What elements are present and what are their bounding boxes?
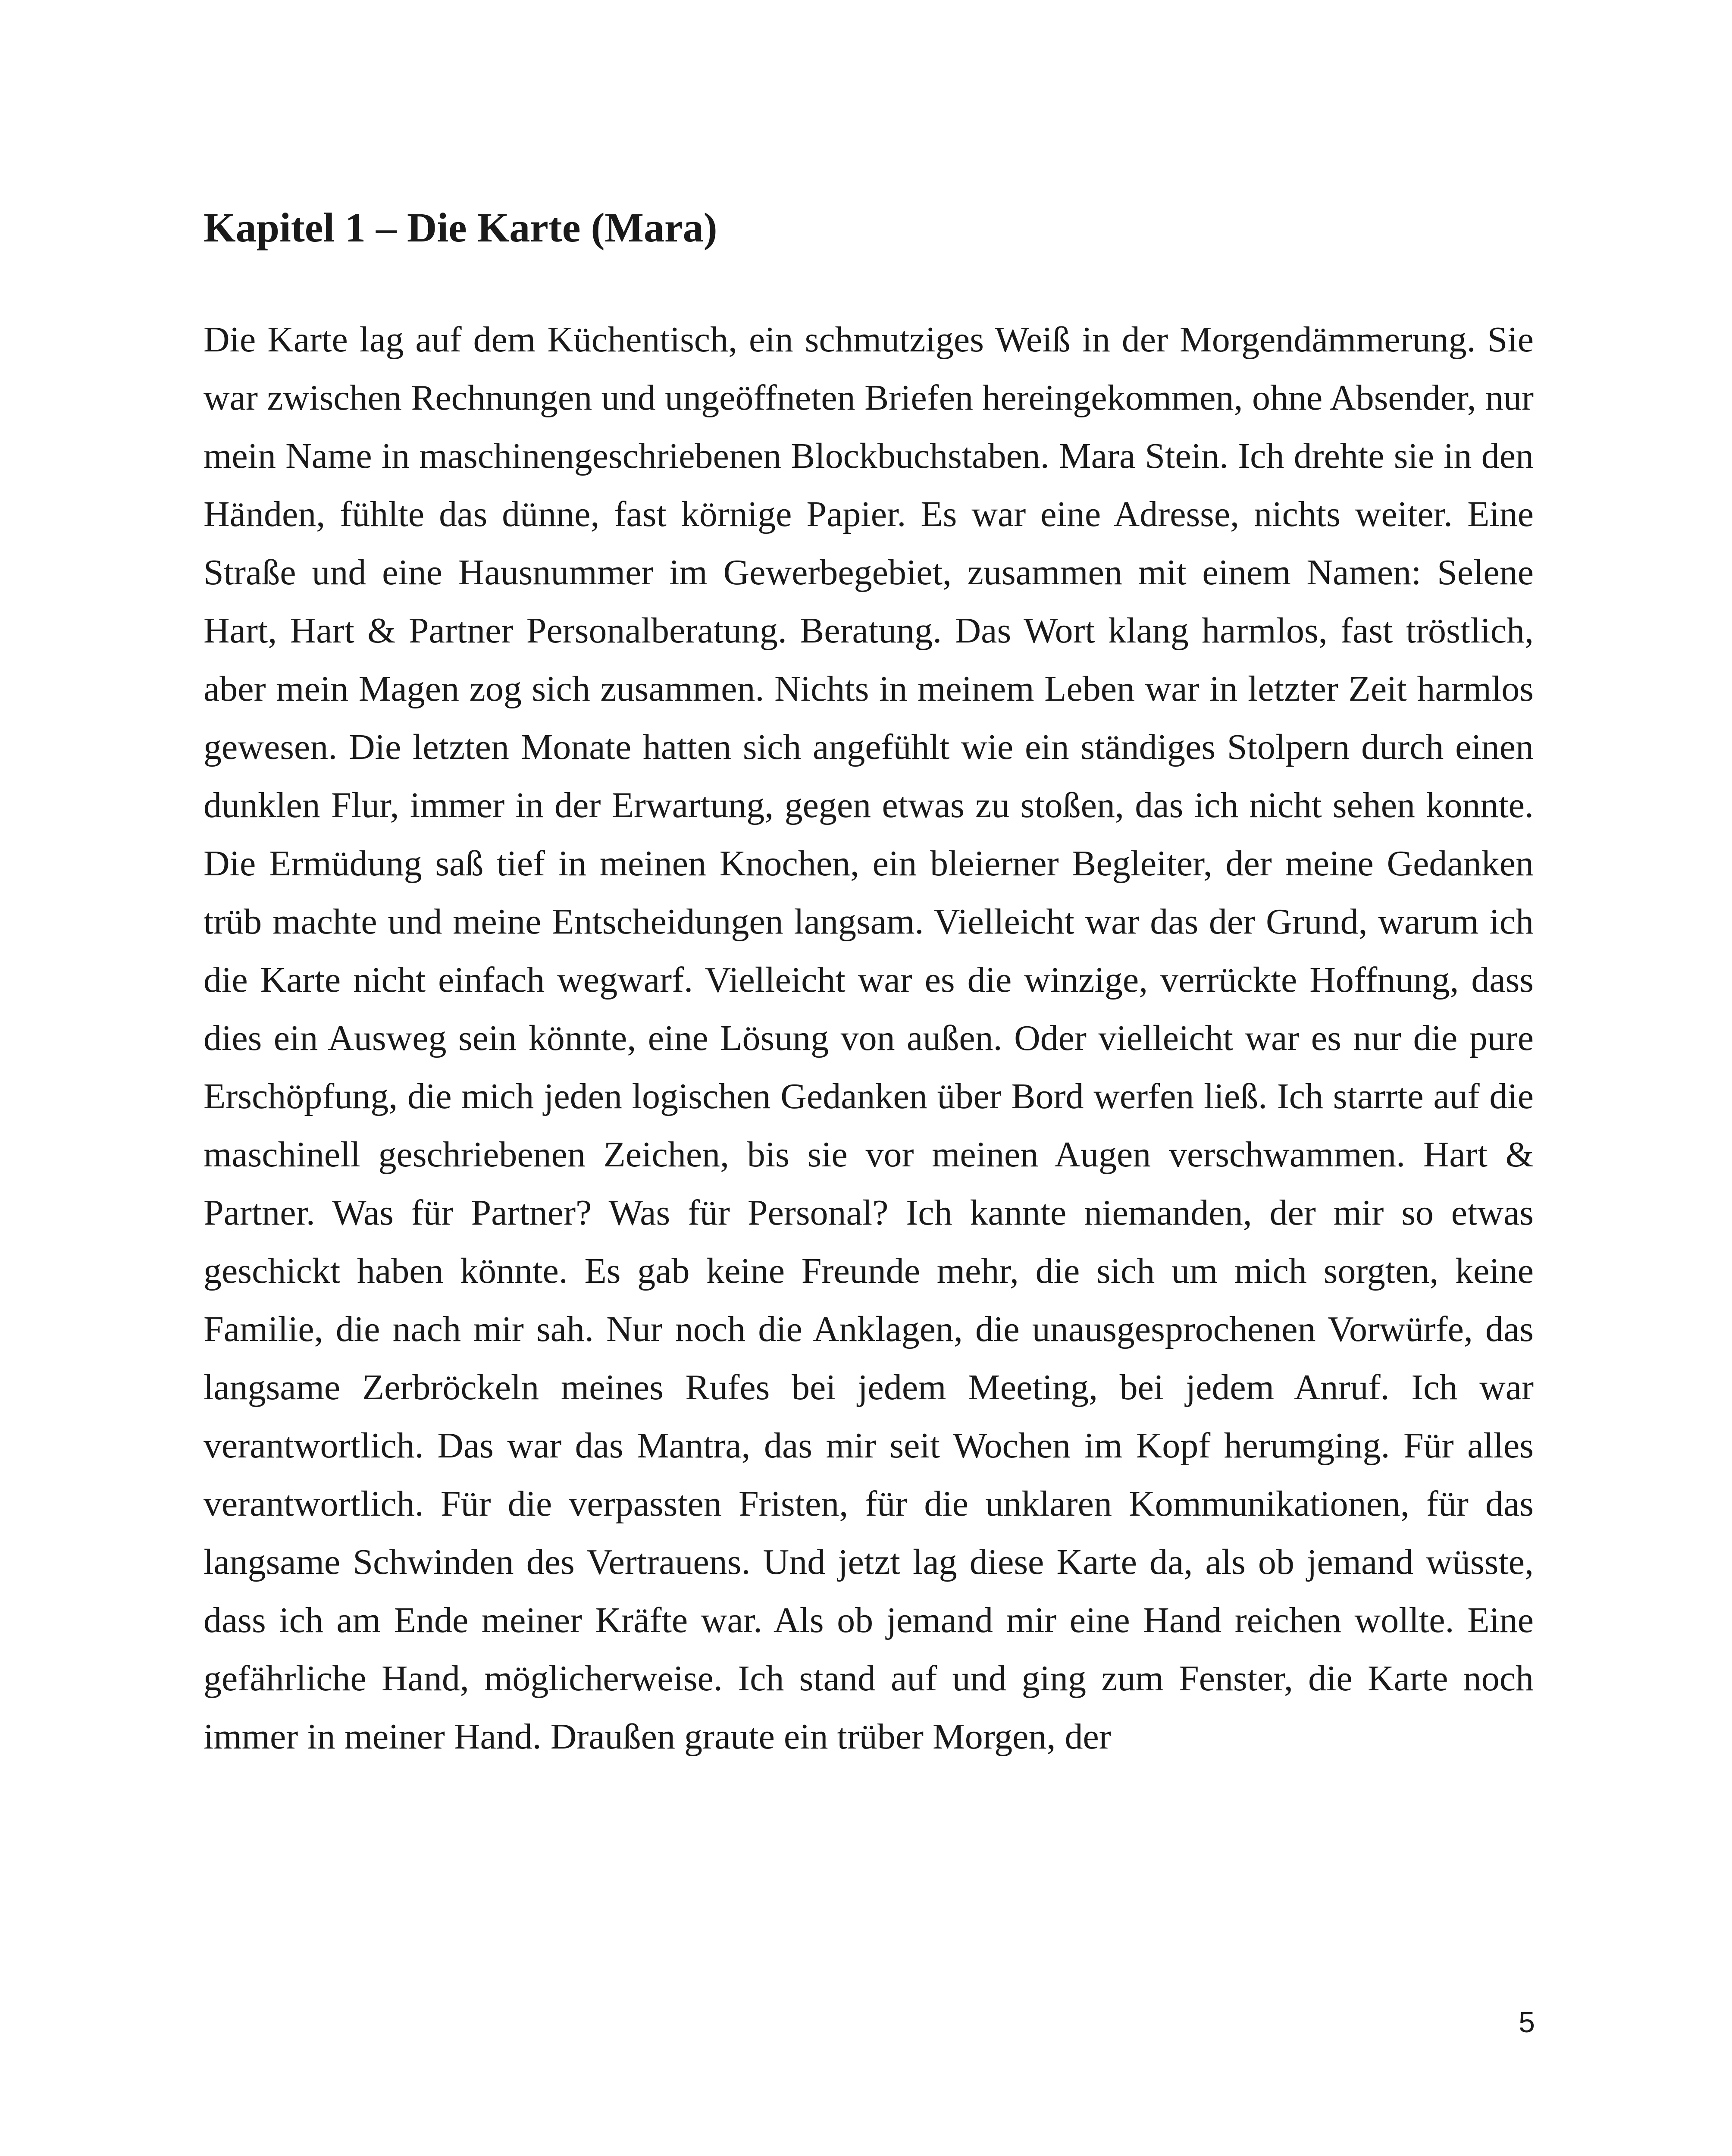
chapter-title: Kapitel 1 – Die Karte (Mara) xyxy=(204,204,717,251)
page-number: 5 xyxy=(1519,2006,1535,2039)
body-paragraph: Die Karte lag auf dem Küchentisch, ein schmutziges Weiß in der Morgendämmerung. Sie war zwischen Rechnungen und ungeöffneten Briefen hereingekommen, ohne Absender, nur mein Name in maschinengeschriebenen Blockbuchstaben. Mara Stein. Ich drehte sie in den Händen, fühlte das dünne, fast körnige Papier. Es war eine Adresse, nichts weiter. Eine Straße und eine Hausnummer im Gewerbegebiet, zusammen mit einem Namen: Selene Hart, Hart & Partner Personalberatung. Beratung. Das Wort klang harmlos, fast tröstlich, aber mein Magen zog sich zusammen. Nichts in meinem Leben war in letzter Zeit harmlos gewesen. Die letzten Monate hatten sich angefühlt wie ein ständiges Stolpern durch einen dunklen Flur, immer in der Erwartung, gegen etwas zu stoßen, das ich nicht sehen konnte. Die Ermüdung saß tief in meinen Knochen, ein bleierner Begleiter, der meine Gedanken trüb machte und meine Entscheidungen langsam. Vielleicht war das der Grund, warum ich die Karte nicht einfach wegwarf. Vielleicht war es die winzige, verrückte Hoffnung, dass dies ein Ausweg sein könnte, eine Lösung von außen. Oder vielleicht war es nur die pure Erschöpfung, die mich jeden logischen Gedanken über Bord werfen ließ. Ich starrte auf die maschinell geschriebenen Zeichen, bis sie vor meinen Augen verschwammen. Hart & Partner. Was für Partner? Was für Personal? Ich kannte niemanden, der mir so etwas geschickt haben könnte. Es gab keine Freunde mehr, die sich um mich sorgten, keine Familie, die nach mir sah. Nur noch die Anklagen, die unausgesprochenen Vorwürfe, das langsame Zerbröckeln meines Rufes bei jedem Meeting, bei jedem Anruf. Ich war verantwortlich. Das war das Mantra, das mir seit Wochen im Kopf herumging. Für alles verantwortlich. Für die verpassten Fristen, für die unklaren Kommunikationen, für das langsame Schwinden des Vertrauens. Und jetzt lag diese Karte da, als ob jemand wüsste, dass ich am Ende meiner Kräfte war. Als ob jemand mir eine Hand reichen wollte. Eine gefährliche Hand, möglicherweise. Ich stand auf und ging zum Fenster, die Karte noch immer in meiner Hand. Draußen graute ein trüber Morgen, der xyxy=(204,320,1534,1757)
